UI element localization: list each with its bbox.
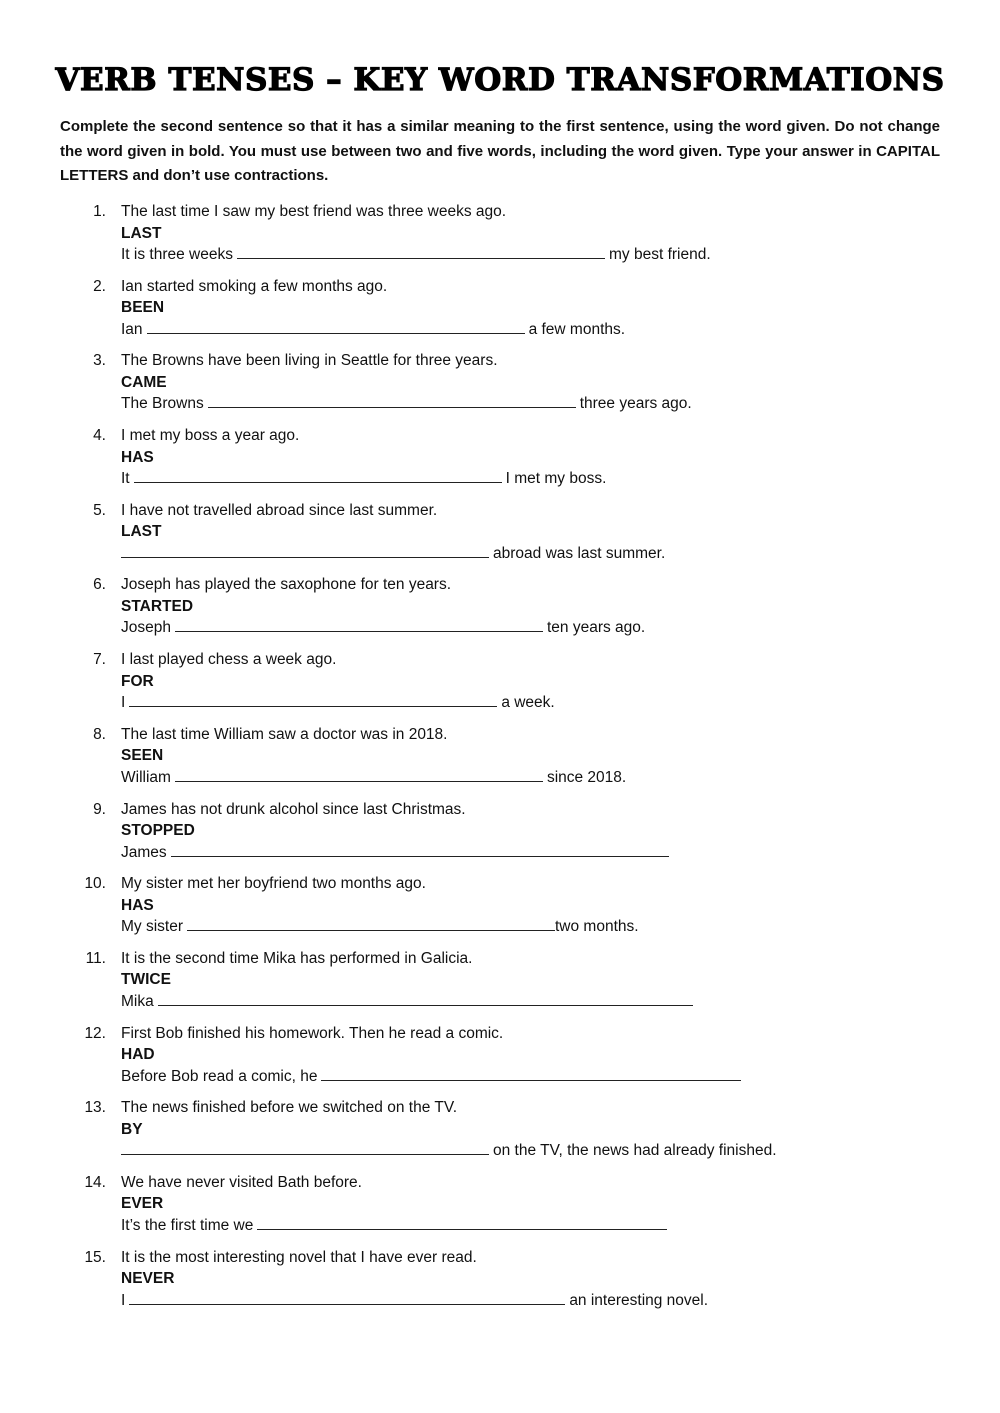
item-answer-line — [121, 1290, 708, 1312]
exercise-item — [0, 350, 1000, 425]
item-answer-line — [121, 393, 692, 415]
answer-blank[interactable] — [158, 991, 693, 1006]
item-number: 8. — [93, 725, 106, 743]
item-sentence: It is the most interesting novel that I have ever read. — [121, 1248, 477, 1266]
answer-suffix: a week. — [501, 694, 555, 712]
item-keyword: HAS — [121, 448, 154, 466]
item-answer-line — [121, 244, 711, 266]
item-number: 6. — [93, 576, 106, 594]
answer-suffix: an interesting novel. — [569, 1291, 709, 1309]
item-number: 2. — [93, 277, 106, 295]
answer-prefix: I — [121, 694, 126, 712]
answer-blank[interactable] — [175, 767, 543, 782]
item-number: 12. — [84, 1024, 106, 1042]
item-number: 7. — [93, 651, 106, 669]
item-keyword: NEVER — [121, 1270, 175, 1288]
answer-blank[interactable] — [121, 543, 489, 558]
item-keyword: HAS — [121, 896, 154, 914]
item-keyword: EVER — [121, 1195, 164, 1213]
answer-prefix: James — [121, 843, 167, 861]
answer-suffix: a few months. — [528, 320, 626, 338]
exercise-item — [0, 649, 1000, 724]
item-sentence: First Bob finished his homework. Then he read a comic. — [121, 1024, 504, 1042]
item-answer-line — [121, 842, 673, 864]
item-keyword: LAST — [121, 523, 162, 541]
item-sentence: James has not drunk alcohol since last Christmas. — [121, 800, 466, 818]
answer-suffix: ten years ago. — [546, 619, 646, 637]
exercise-item — [0, 1172, 1000, 1247]
item-keyword: HAD — [121, 1046, 155, 1064]
item-keyword: LAST — [121, 224, 162, 242]
answer-blank[interactable] — [147, 319, 525, 334]
item-keyword: CAME — [121, 373, 167, 391]
exercise-item — [0, 1023, 1000, 1098]
item-answer-line — [121, 692, 555, 714]
exercise-item — [0, 724, 1000, 799]
answer-suffix: my best friend. — [609, 246, 711, 263]
item-keyword: STOPPED — [121, 822, 195, 839]
answer-suffix: abroad was last summer. — [493, 544, 666, 562]
answer-prefix: William — [121, 768, 171, 786]
answer-blank[interactable] — [237, 244, 605, 259]
item-number: 10. — [84, 875, 106, 893]
item-sentence: It is the second time Mika has performed in Galicia. — [121, 949, 473, 967]
answer-prefix: Joseph — [121, 619, 171, 637]
item-sentence: I have not travelled abroad since last summer. — [121, 501, 438, 519]
answer-prefix: It’s the first time we — [121, 1216, 254, 1234]
answer-prefix: The Browns — [121, 395, 204, 413]
exercise-item — [0, 574, 1000, 649]
item-keyword: TWICE — [121, 971, 171, 989]
exercise-item — [0, 1097, 1000, 1172]
item-keyword: SEEN — [121, 747, 164, 765]
instructions: Complete the second sentence so that it has a similar meaning to the first sentence, using the word given. Do not change the word given in bold. You must use between two and five words, including the word given. Type your answer in CAPITAL LETTERS and don’t use contractions. — [60, 118, 940, 184]
answer-suffix: three years ago. — [579, 395, 692, 413]
answer-blank[interactable] — [171, 842, 669, 857]
item-answer-line — [121, 991, 697, 1013]
exercise-item — [0, 500, 1000, 575]
answer-blank[interactable] — [257, 1215, 667, 1230]
item-number: 3. — [93, 352, 106, 370]
item-keyword: FOR — [121, 672, 154, 690]
item-keyword: BEEN — [121, 299, 165, 317]
item-sentence: My sister met her boyfriend two months ago. — [121, 875, 426, 893]
answer-blank[interactable] — [175, 617, 543, 632]
item-sentence: The Browns have been living in Seattle for three years. — [121, 352, 498, 370]
exercise-list — [0, 201, 1000, 1321]
answer-blank[interactable] — [121, 1140, 489, 1155]
item-answer-line — [121, 543, 665, 565]
item-sentence: I last played chess a week ago. — [121, 651, 337, 669]
answer-prefix: Mika — [121, 992, 154, 1010]
item-answer-line — [121, 468, 606, 490]
answer-blank[interactable] — [129, 692, 497, 707]
answer-prefix: Ian — [121, 320, 143, 338]
item-sentence: We have never visited Bath before. — [121, 1173, 362, 1191]
answer-prefix: My sister — [121, 918, 183, 936]
item-answer-line — [121, 319, 625, 341]
item-answer-line — [121, 1066, 745, 1088]
item-sentence: I met my boss a year ago. — [121, 427, 300, 445]
item-number: 14. — [84, 1173, 106, 1191]
item-keyword: STARTED — [121, 597, 194, 615]
item-answer-line — [121, 617, 645, 639]
answer-prefix: It is three weeks — [121, 246, 233, 263]
answer-blank[interactable] — [187, 916, 555, 931]
item-number: 15. — [84, 1248, 106, 1266]
exercise-item — [0, 873, 1000, 948]
exercise-item — [0, 201, 1000, 276]
item-number: 4. — [93, 427, 106, 445]
answer-blank[interactable] — [129, 1290, 565, 1305]
item-answer-line — [121, 1140, 777, 1162]
item-sentence: Ian started smoking a few months ago. — [121, 277, 388, 295]
exercise-item — [0, 1247, 1000, 1322]
item-sentence: The last time William saw a doctor was in 2018. — [121, 725, 448, 743]
answer-suffix: two months. — [555, 918, 639, 936]
item-answer-line — [121, 1215, 671, 1237]
exercise-item — [0, 799, 1000, 874]
item-sentence: The news finished before we switched on the TV. — [121, 1099, 458, 1117]
answer-blank[interactable] — [134, 468, 502, 483]
item-answer-line — [121, 916, 639, 938]
exercise-item — [0, 276, 1000, 351]
item-answer-line — [121, 767, 626, 789]
item-number: 13. — [84, 1099, 106, 1117]
answer-prefix: Before Bob read a comic, he — [121, 1067, 318, 1085]
exercise-item — [0, 948, 1000, 1023]
item-number: 5. — [93, 501, 106, 519]
answer-suffix: on the TV, the news had already finished. — [493, 1142, 777, 1160]
item-number: 1. — [93, 203, 106, 220]
answer-prefix: It — [121, 470, 130, 488]
answer-blank[interactable] — [321, 1066, 741, 1081]
answer-suffix: since 2018. — [546, 768, 627, 786]
answer-blank[interactable] — [208, 393, 576, 408]
exercise-item — [0, 425, 1000, 500]
answer-prefix: I — [121, 1291, 126, 1309]
item-sentence: The last time I saw my best friend was three weeks ago. — [121, 203, 507, 220]
item-number: 11. — [85, 949, 106, 967]
item-number: 9. — [93, 800, 106, 818]
item-keyword: BY — [121, 1120, 143, 1138]
answer-suffix: I met my boss. — [505, 470, 607, 488]
item-sentence: Joseph has played the saxophone for ten years. — [121, 576, 452, 594]
page-title: VERB TENSES – KEY WORD TRANSFORMATIONS — [55, 62, 945, 98]
